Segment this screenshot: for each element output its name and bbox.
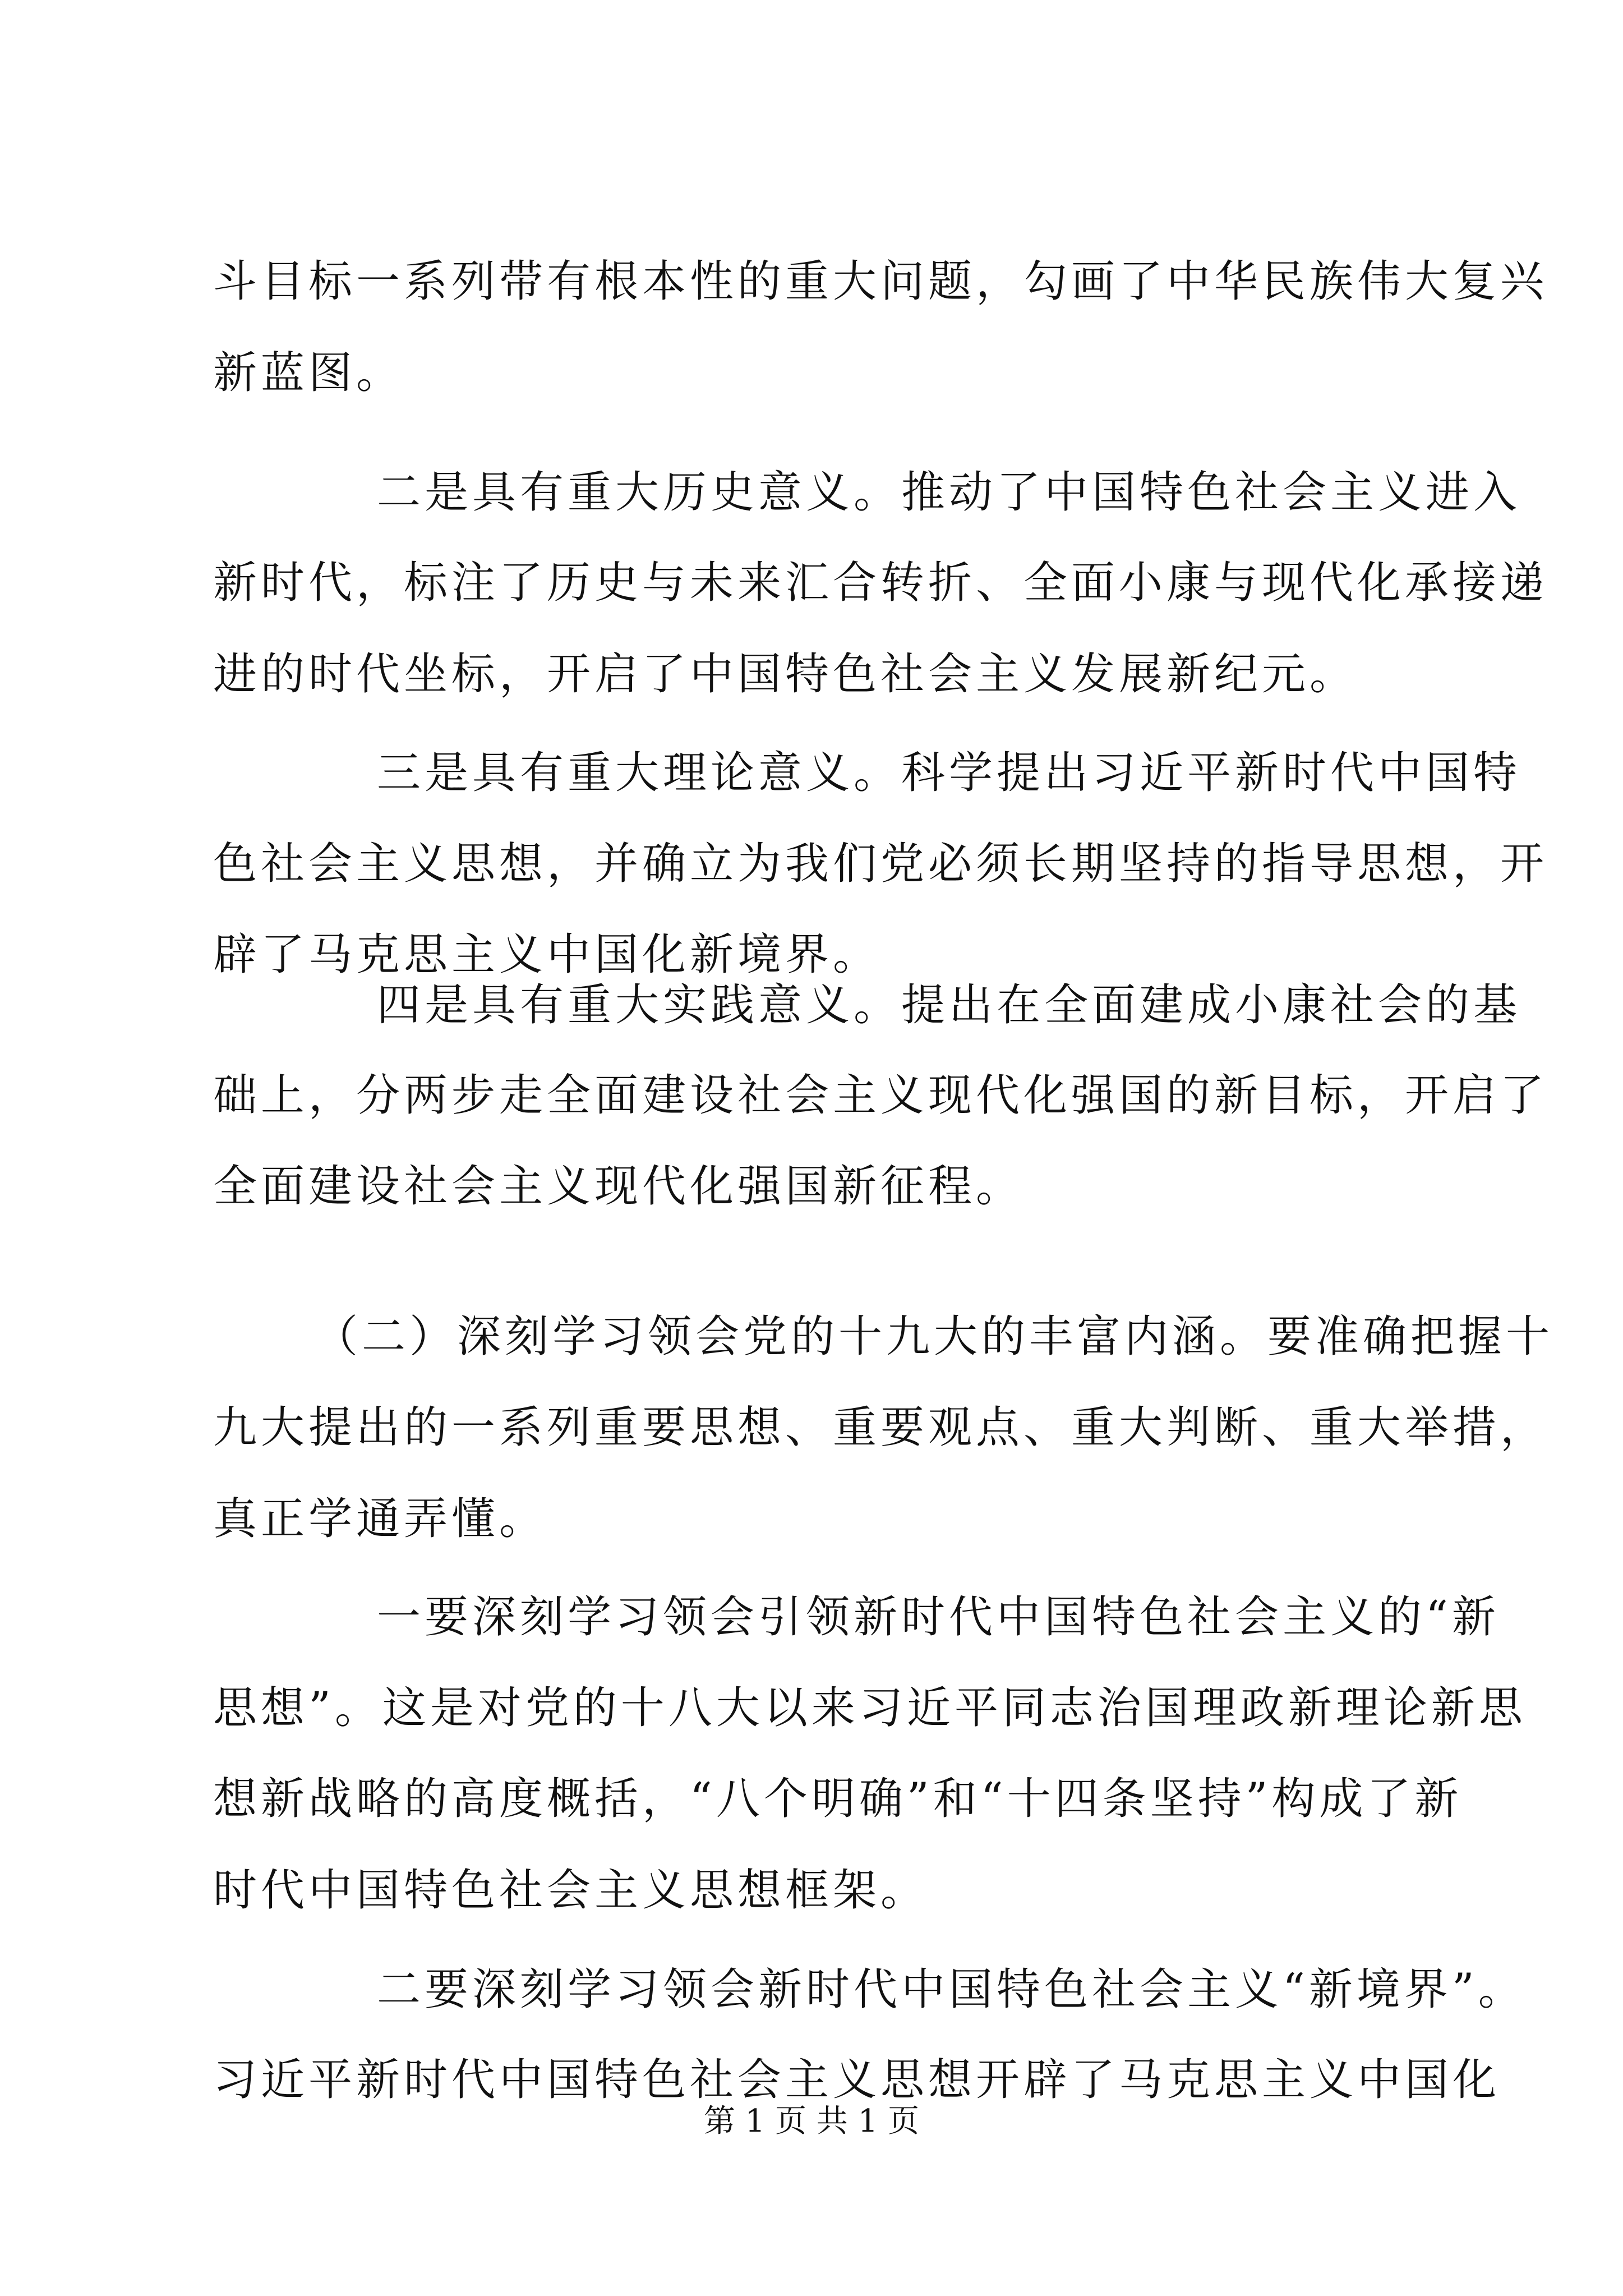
- text-line: 新时代，标注了历史与未来汇合转折、全面小康与现代化承接递: [213, 558, 1548, 608]
- text-line: 思想”。这是对党的十八大以来习近平同志治国理政新理论新思: [213, 1683, 1527, 1733]
- text-line: 全面建设社会主义现代化强国新征程。: [213, 1161, 1024, 1212]
- text-line: 一要深刻学习领会引领新时代中国特色社会主义的“新: [377, 1592, 1500, 1642]
- text-line: 础上，分两步走全面建设社会主义现代化强国的新目标，开启了: [213, 1070, 1548, 1121]
- text-line: 辟了马克思主义中国化新境界。: [213, 930, 881, 980]
- page-number-footer: 第 1 页 共 1 页: [703, 2103, 920, 2139]
- text-line: 时代中国特色社会主义思想框架。: [213, 1865, 929, 1916]
- text-line: 习近平新时代中国特色社会主义思想开辟了马克思主义中国化: [213, 2055, 1501, 2105]
- text-line: 三是具有重大理论意义。科学提出习近平新时代中国特: [377, 748, 1521, 798]
- text-line: 斗目标一系列带有根本性的重大问题，勾画了中华民族伟大复兴: [213, 256, 1548, 307]
- text-line: 二要深刻学习领会新时代中国特色社会主义“新境界”。: [377, 1964, 1526, 2015]
- text-line: 真正学通弄懂。: [213, 1494, 547, 1544]
- text-line: 进的时代坐标，开启了中国特色社会主义发展新纪元。: [213, 649, 1358, 700]
- section-heading: （二）深刻学习领会党的十九大的丰富内涵。要准确把握十: [314, 1312, 1554, 1362]
- text-line: 新蓝图。: [213, 348, 404, 398]
- text-line: 色社会主义思想，并确立为我们党必须长期坚持的指导思想，开: [213, 839, 1548, 889]
- text-line: 想新战略的高度概括，“八个明确”和“十四条坚持”构成了新: [213, 1774, 1463, 1824]
- text-line: 四是具有重大实践意义。提出在全面建成小康社会的基: [377, 980, 1521, 1030]
- text-line: 九大提出的一系列重要思想、重要观点、重大判断、重大举措，: [213, 1402, 1548, 1453]
- text-line: 二是具有重大历史意义。推动了中国特色社会主义进入: [377, 467, 1521, 518]
